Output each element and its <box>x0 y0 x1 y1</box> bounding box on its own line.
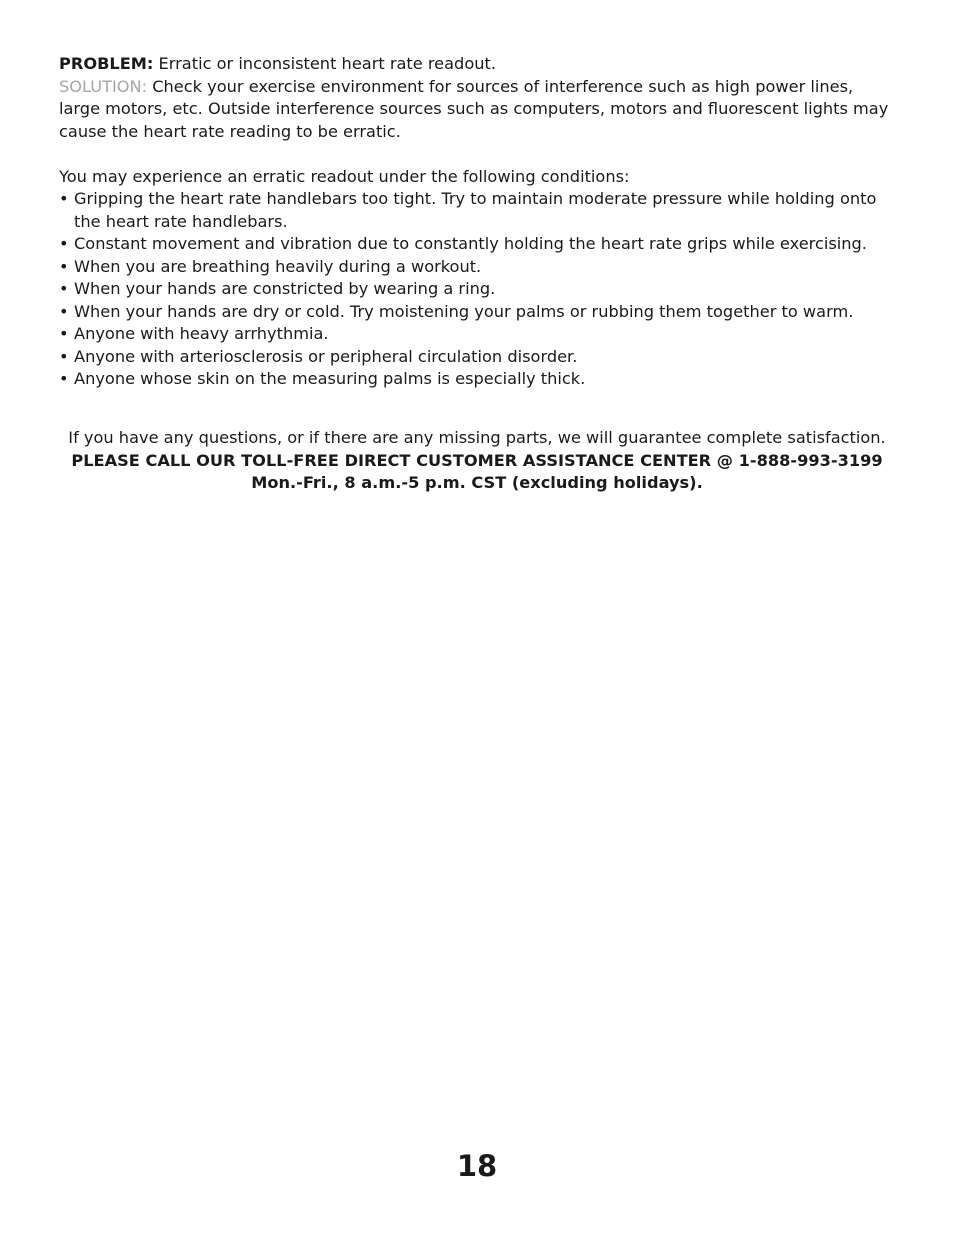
bullet-icon: • <box>59 256 69 276</box>
hours-line: Mon.-Fri., 8 a.m.-5 p.m. CST (excluding holidays). <box>251 473 703 492</box>
page-number: 18 <box>456 1149 498 1183</box>
bullet-icon: • <box>59 189 69 208</box>
list-item-text: When your hands are constricted by wearing a ring. <box>74 279 496 298</box>
list-item-text: When your hands are dry or cold. Try moistening your palms or rubbing them together to warm. <box>74 301 854 321</box>
bullet-icon: • <box>59 234 69 253</box>
list-item-text: Anyone whose skin on the measuring palms is especially thick. <box>74 369 586 388</box>
customer-assistance-block <box>0 427 954 495</box>
troubleshooting-section <box>59 53 899 391</box>
list-item-text: Constant movement and vibration due to constantly holding the heart rate grips while exercising. <box>74 234 867 253</box>
list-item-text: Anyone with arteriosclerosis or peripheral circulation disorder. <box>74 346 578 366</box>
list-item <box>59 368 899 391</box>
toll-free-line: PLEASE CALL OUR TOLL-FREE DIRECT CUSTOMER ASSISTANCE CENTER @ 1-888-993-3199 <box>71 450 883 470</box>
conditions-intro: You may experience an erratic readout under the following conditions: <box>59 166 630 186</box>
problem-statement <box>59 53 899 76</box>
conditions-list <box>59 188 899 391</box>
list-item <box>59 188 899 233</box>
bullet-icon: • <box>59 346 69 366</box>
list-item <box>59 301 899 324</box>
satisfaction-line: If you have any questions, or if there are any missing parts, we will guarantee complete satisfaction. <box>68 428 886 447</box>
solution-label: SOLUTION: <box>59 76 148 96</box>
list-item <box>59 233 899 256</box>
solution-line-2: large motors, etc. Outside interference sources such as computers, motors and fluorescent lights may <box>59 99 889 118</box>
solution-line-1: Check your exercise environment for sources of interference such as high power lines, <box>152 76 854 96</box>
list-item <box>59 278 899 301</box>
list-item-text: When you are breathing heavily during a workout. <box>74 256 482 276</box>
list-item-text: Anyone with heavy arrhythmia. <box>74 324 329 343</box>
list-item <box>59 256 899 279</box>
problem-label: PROBLEM: <box>59 54 154 73</box>
bullet-icon: • <box>59 324 69 343</box>
list-item-text: Gripping the heart rate handlebars too tight. Try to maintain moderate pressure while holding onto the heart rate handlebars. <box>74 189 877 231</box>
solution-line-3: cause the heart rate reading to be erratic. <box>59 121 401 141</box>
bullet-icon: • <box>59 279 69 298</box>
list-item <box>59 323 899 346</box>
bullet-icon: • <box>59 301 69 321</box>
problem-text: Erratic or inconsistent heart rate readout. <box>158 54 496 73</box>
list-item <box>59 346 899 369</box>
bullet-icon: • <box>59 369 69 388</box>
solution-statement <box>59 76 899 144</box>
spacer <box>59 143 899 166</box>
